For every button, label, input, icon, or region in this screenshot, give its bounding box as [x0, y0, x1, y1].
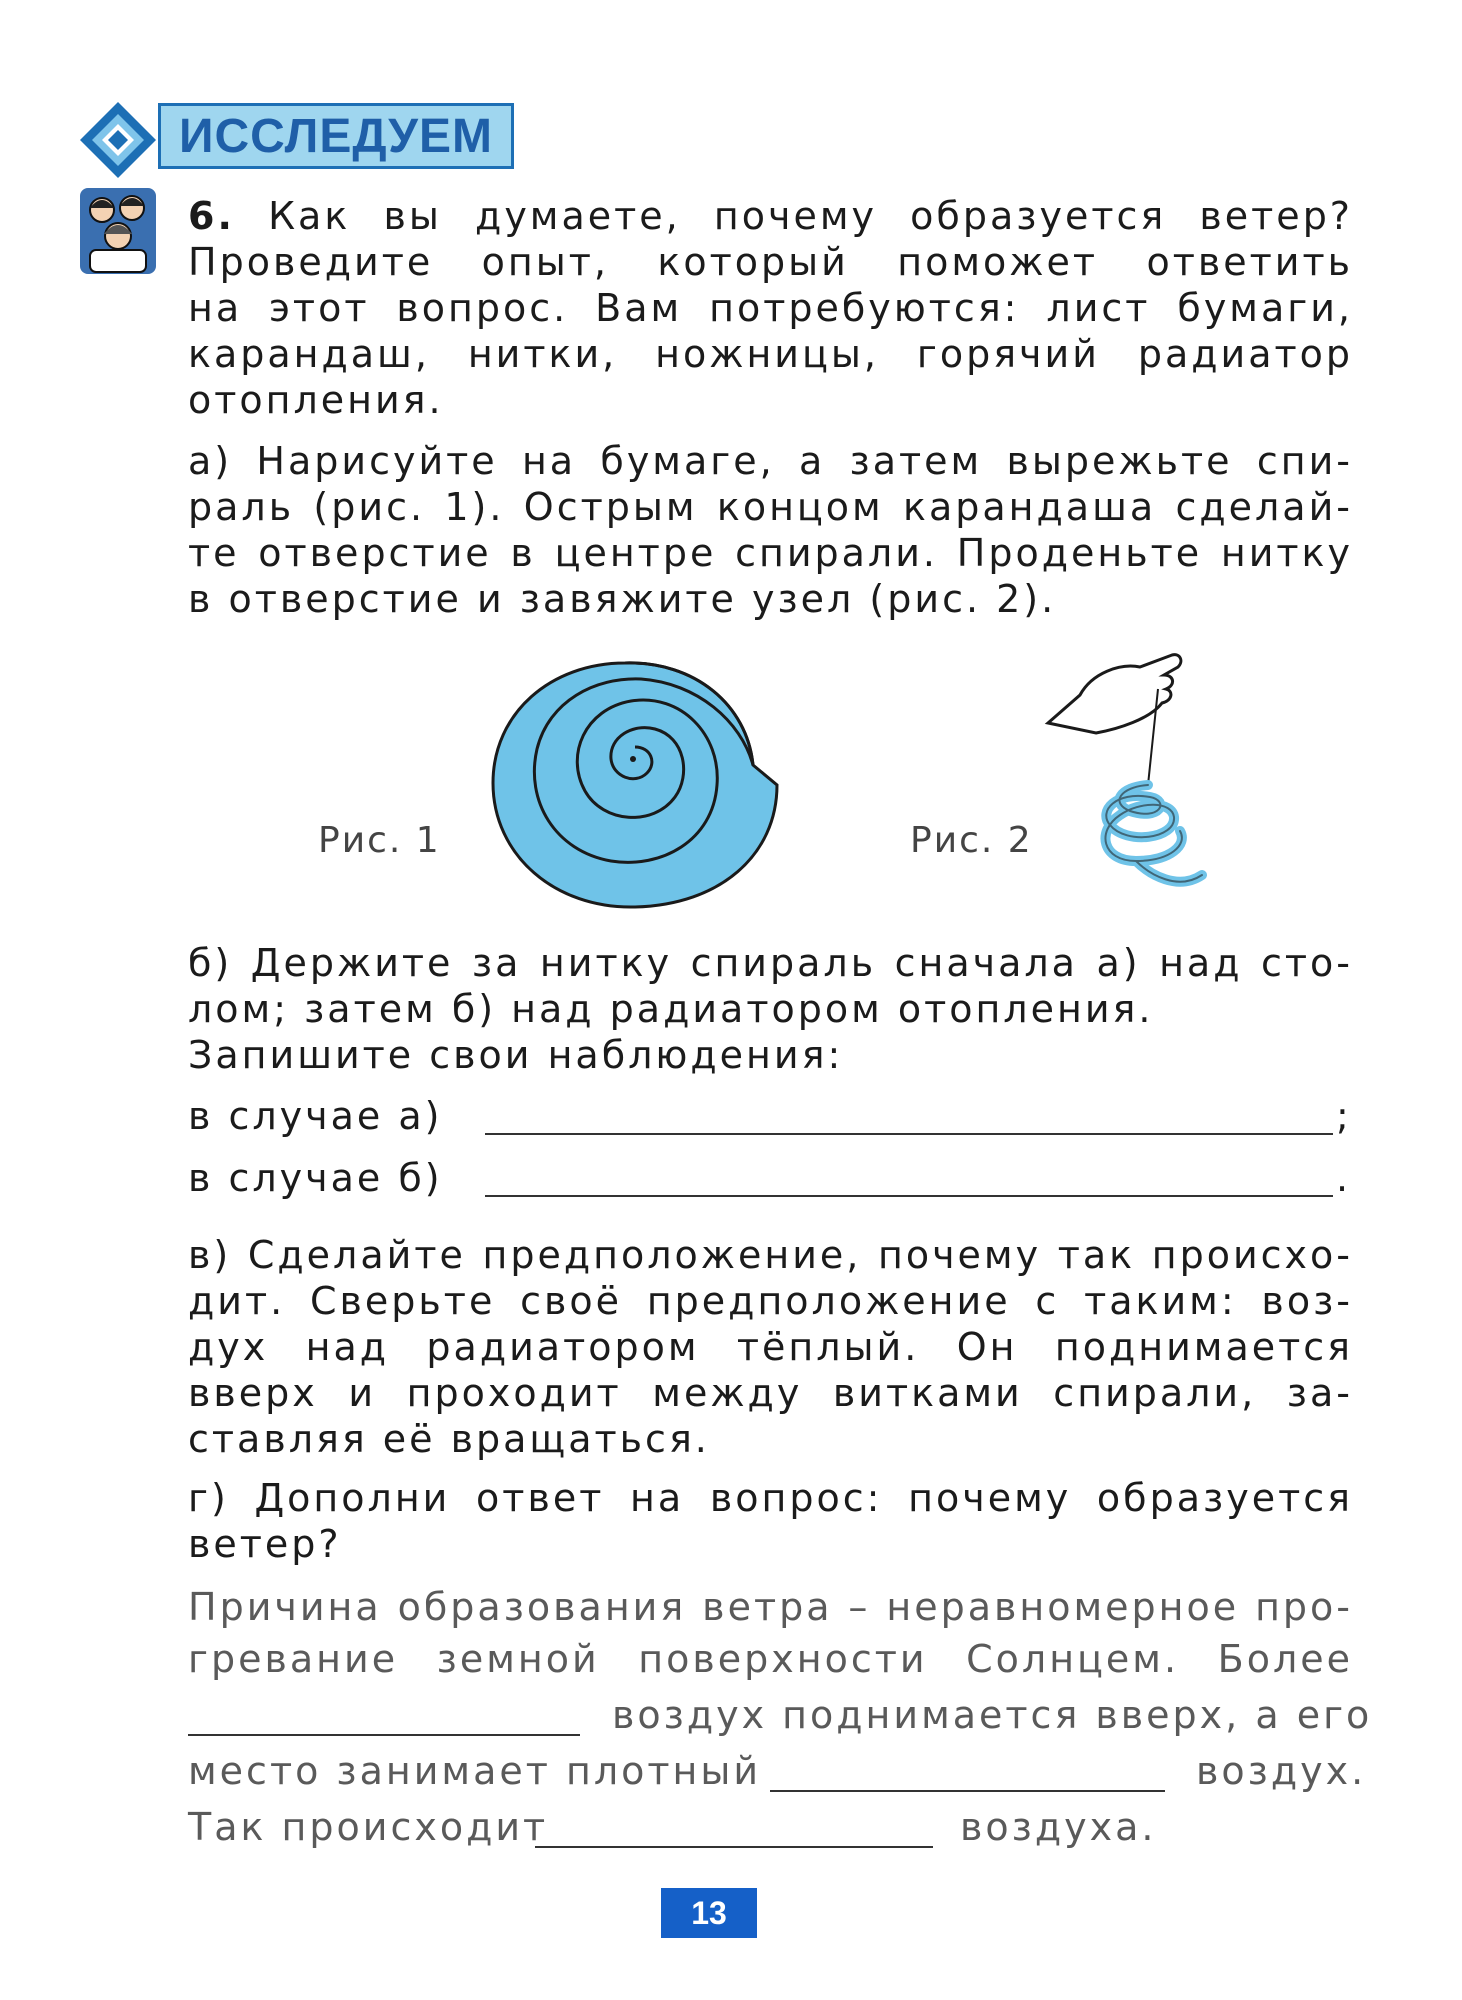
- case-a-end: ;: [1336, 1094, 1349, 1138]
- step-a-line-2: раль (рис. 1). Острым концом карандаша сделай-: [188, 485, 1353, 529]
- page-number: 13: [691, 1894, 727, 1931]
- hanging-spiral-figure: [1040, 625, 1220, 915]
- step-b-line-2: лом; затем б) над радиатором отопления.: [188, 987, 1154, 1031]
- step-v-line-3: дух над радиатором тёплый. Он поднимается: [188, 1325, 1353, 1369]
- diamond-logo-icon: [78, 100, 158, 180]
- answer-blank-3[interactable]: [535, 1846, 933, 1848]
- step-v-line-1: в) Сделайте предположение, почему так происхо-: [188, 1233, 1353, 1277]
- task-intro-line-5: отопления.: [188, 378, 444, 422]
- case-b-label: в случае б): [188, 1156, 443, 1200]
- children-group-icon: [80, 188, 156, 274]
- answer-line-1: Причина образования ветра – неравномерное про-: [188, 1585, 1353, 1629]
- step-v-line-4: вверх и проходит между витками спирали, за-: [188, 1371, 1353, 1415]
- step-a-line-4: в отверстие и завяжите узел (рис. 2).: [188, 577, 1057, 621]
- answer-blank-2[interactable]: [770, 1790, 1165, 1792]
- answer-line-3-text: воздух поднимается вверх, а его: [612, 1693, 1373, 1737]
- task-intro-line-4: карандаш, нитки, ножницы, горячий радиатор: [188, 332, 1353, 376]
- step-a-line-1: а) Нарисуйте на бумаге, а затем вырежьте спи-: [188, 439, 1353, 483]
- answer-line-2: гревание земной поверхности Солнцем. Более: [188, 1637, 1353, 1681]
- paper-spiral-figure: [485, 655, 785, 915]
- answer-line-5-end: воздуха.: [960, 1805, 1157, 1849]
- step-g-line-1: г) Дополни ответ на вопрос: почему образуется: [188, 1476, 1353, 1520]
- step-b-line-1: б) Держите за нитку спираль сначала а) над сто-: [188, 941, 1353, 985]
- figure-2-caption: Рис. 2: [910, 820, 1033, 861]
- answer-line-4-text: место занимает плотный: [188, 1749, 762, 1793]
- page-number-badge: [661, 1888, 757, 1938]
- section-header: [158, 103, 514, 169]
- step-a-line-3: те отверстие в центре спирали. Проденьте нитку: [188, 531, 1353, 575]
- case-a-answer-line[interactable]: [485, 1133, 1333, 1135]
- answer-blank-1[interactable]: [188, 1734, 580, 1736]
- case-b-end: .: [1336, 1156, 1349, 1200]
- step-b-line-3: Запишите свои наблюдения:: [188, 1033, 844, 1077]
- task-intro-line-2: Проведите опыт, который поможет ответить: [188, 240, 1353, 284]
- case-b-answer-line[interactable]: [485, 1195, 1333, 1197]
- step-v-line-5: ставляя её вращаться.: [188, 1417, 710, 1461]
- task-number: 6.: [188, 194, 235, 238]
- figure-1-caption: Рис. 1: [318, 820, 441, 861]
- case-a-label: в случае а): [188, 1094, 443, 1138]
- step-v-line-2: дит. Сверьте своё предположение с таким: воз-: [188, 1279, 1353, 1323]
- step-g-line-2: ветер?: [188, 1522, 342, 1566]
- answer-line-5-text: Так происходит: [188, 1805, 549, 1849]
- task-intro-line-1: 6. Как вы думаете, почему образуется ветер?: [188, 194, 1353, 238]
- task-intro-line-3: на этот вопрос. Вам потребуются: лист бумаги,: [188, 286, 1353, 330]
- answer-line-4-end: воздух.: [1196, 1749, 1367, 1793]
- section-title: ИССЛЕДУЕМ: [179, 109, 493, 163]
